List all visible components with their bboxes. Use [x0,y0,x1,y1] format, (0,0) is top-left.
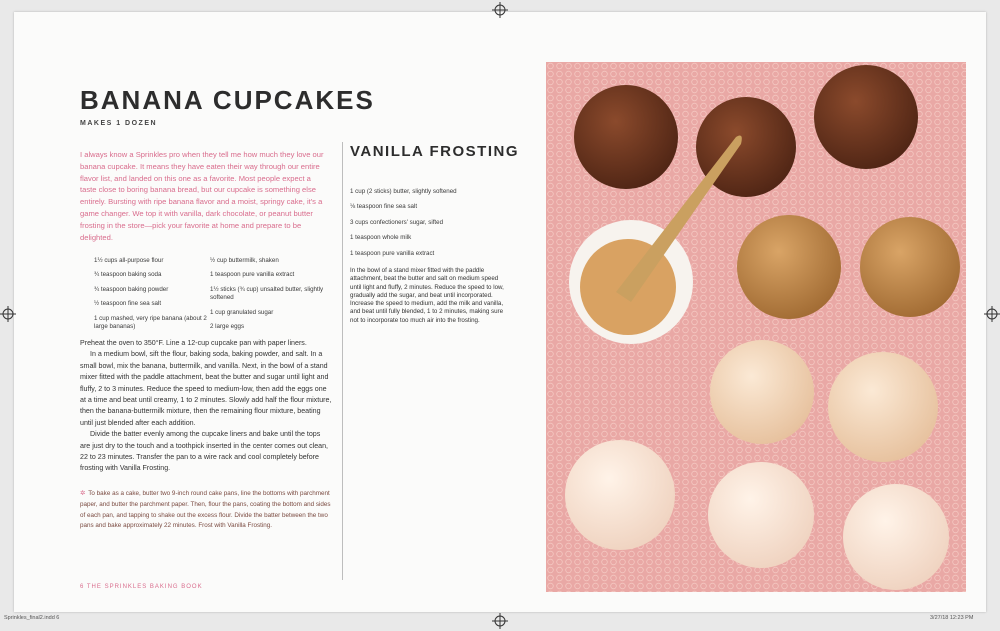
registration-mark-left [0,306,16,322]
method-paragraph: Preheat the oven to 350°F. Line a 12-cup cupcake pan with paper liners. [80,339,307,347]
slug-right: 3/27/18 12:23 PM [930,615,974,621]
ingredient-item: ¾ teaspoon baking soda [94,271,162,279]
ingredient-item: ½ teaspoon fine sea salt [94,300,162,308]
pale-frosted-cupcake [708,462,814,568]
frosting-ingredient: 3 cups confectioners' sugar, sifted [350,218,444,226]
cake-note-text: To bake as a cake, butter two 9-inch round cake pans, line the bottoms with parchment paper, and butter the parchment paper. Then, flour the pans, coating the bottom and sides of each pan, and tapping to shake out the excess flour. Divide the batter between the two pans and bake approximately 22 minutes. Frost with Vanilla Frosting. [80,490,331,530]
banana-cupcake [737,215,841,319]
method-paragraph: In a medium bowl, sift the flour, baking soda, baking powder, and salt. In a small bowl, mix the banana, buttermilk, and vanilla. Next, in the bowl of a stand mixer fitted with the paddle attachment, beat the butter and sugar until light and fluffy, 2 to 3 minutes. Reduce the speed to medium-low, then add the eggs one at a time and beat until creamy, 1 to 2 minutes. Slowly add half the flour mixture, then the banana-buttermilk mixture, then the remaining flour mixture, beating until just blended after each addition. [80,350,332,427]
registration-mark-bottom [492,613,508,629]
pale-frosted-cupcake [565,440,675,550]
pale-frosted-cupcake [843,484,949,590]
chocolate-cupcake [814,65,918,169]
ingredient-item: 1 cup granulated sugar [210,308,274,316]
method-paragraph: Divide the batter evenly among the cupcake liners and bake until the tops are just dry to the touch and a toothpick inserted in the center comes out clean, 22 to 23 minutes. Transfer the pan to a wire rack and cool completely before frosting with Vanilla Frosting. [80,430,329,473]
ingredients-column-1 [94,257,216,337]
cake-note [80,489,332,532]
chocolate-cupcake [574,85,678,189]
cupcakes-photo [546,62,966,592]
slug-left: Sprinkles_final2.indd 6 [4,615,60,621]
ingredient-item: 2 large eggs [210,323,245,331]
page-footer: 6 THE SPRINKLES BAKING BOOK [80,584,203,590]
frosting-title: VANILLA FROSTING [350,143,519,160]
vanilla-frosted-cupcake [710,340,814,444]
frosting-ingredient: 1 teaspoon pure vanilla extract [350,249,435,257]
ingredient-item: ¾ teaspoon baking powder [94,285,169,293]
registration-mark-right [984,306,1000,322]
book-spread [14,12,986,612]
ingredient-item: 1½ sticks (¾ cup) unsalted butter, slightly softened [210,285,324,302]
ingredient-item: 1½ cups all-purpose flour [94,257,164,264]
recipe-title: BANANA CUPCAKES [80,85,375,115]
frosting-method: In the bowl of a stand mixer fitted with the paddle attachment, beat the butter and salt on medium speed until light and fluffy, 2 minutes. Reduce the speed to low, gradually add the sugar, and beat until incorporated. Increase the speed to medium, add the milk and vanilla, and beat until fully blended, 1 to 2 minutes, making sure not to incorporate too much air into the frosting. [350,267,504,324]
ingredient-item: 1 cup mashed, very ripe banana (about 2 large bananas) [94,314,207,331]
ingredient-item: 1 teaspoon pure vanilla extract [210,271,295,279]
frosting-ingredients [350,188,510,265]
recipe-intro: I always know a Sprinkles pro when they tell me how much they love our banana cupcake. It means they have eaten their way through our entire flavor list, and landed on this one as a favorite. Most people expect a taste close to boring banana bread, but our cupcake is something else entirely. Bursting with ripe banana flavor and a moist, springy cake, it's a game changer. We top it with vanilla, dark chocolate, or peanut butter frosting in the store—pick your favorite at home and prepare to be delighted. [80,150,324,242]
frosting-ingredient: 1 cup (2 sticks) butter, slightly softened [350,188,457,195]
frosting-ingredient: ⅛ teaspoon fine sea salt [350,203,418,211]
banana-cupcake [860,217,960,317]
star-icon: ✲ [80,490,86,497]
column-divider [342,142,343,580]
vanilla-frosted-cupcake [828,352,938,462]
recipe-yield: MAKES 1 DOZEN [80,120,158,127]
ingredient-item: ½ cup buttermilk, shaken [210,257,279,264]
recipe-method [80,338,332,475]
ingredients-column-2 [210,257,332,337]
frosting-ingredient: 1 teaspoon whole milk [350,234,412,242]
registration-mark-top [492,2,508,18]
